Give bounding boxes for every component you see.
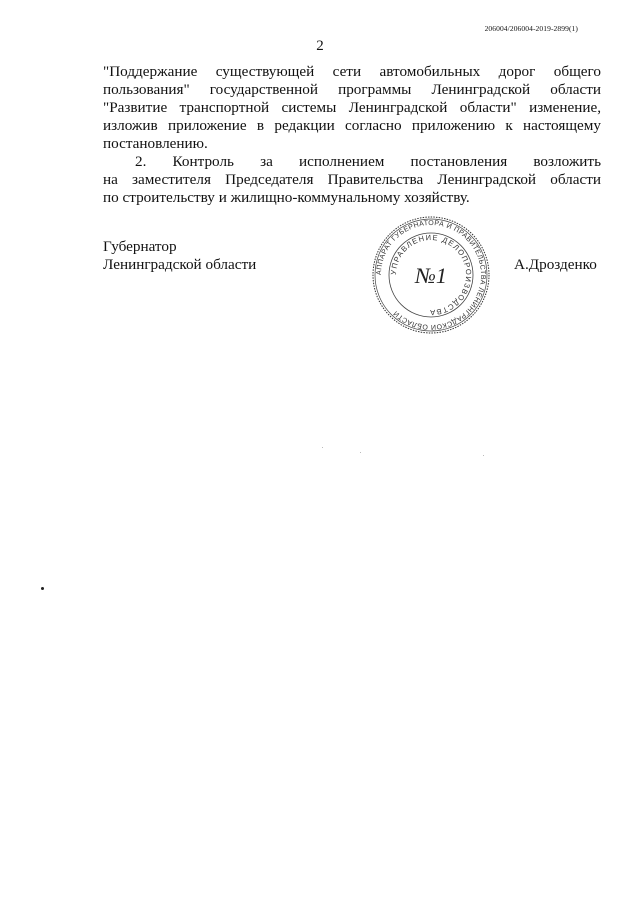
paragraph-2-line-3: по строительству и жилищно-коммунальному хозяйству. [103, 189, 470, 206]
signature-title-line-1: Губернатор [103, 238, 177, 255]
signature-title-line-2: Ленинградской области [103, 256, 257, 273]
svg-text:АППАРАТ ГУБЕРНАТОРА И ПРАВИТЕЛ: АППАРАТ ГУБЕРНАТОРА И ПРАВИТЕЛЬСТВА ЛЕНИНГРАДСКОЙ ОБЛАСТИ [375, 219, 487, 331]
paragraph-2-line-2: на заместителя Председателя Правительства Ленинградской области [103, 171, 601, 188]
scan-speck [322, 447, 323, 448]
scan-speck [360, 452, 361, 453]
document-id: 206004/206004-2019-2899(1) [484, 24, 578, 33]
paragraph-1-line-3: "Развитие транспортной системы Ленинградской области" изменение, [103, 99, 601, 116]
svg-text:УПРАВЛЕНИЕ ДЕЛОПРОИЗВОДСТВА: УПРАВЛЕНИЕ ДЕЛОПРОИЗВОДСТВА [388, 232, 474, 318]
paragraph-1-line-5: постановлению. [103, 135, 208, 152]
paragraph-2-line-1: 2. Контроль за исполнением постановления возложить [135, 153, 601, 170]
page-number: 2 [316, 38, 324, 54]
paragraph-1-line-1: "Поддержание существующей сети автомобильных дорог общего [103, 63, 601, 80]
svg-text:№1: №1 [415, 263, 447, 288]
paragraph-1-line-4: изложив приложение в редакции согласно приложению к настоящему [103, 117, 601, 134]
paragraph-1-line-2: пользования" государственной программы Ленинградской области [103, 81, 601, 98]
official-seal [371, 215, 491, 335]
seal-icon [371, 215, 491, 335]
scan-dot [41, 587, 44, 590]
scan-speck [483, 455, 484, 456]
signature-name: А.Дрозденко [514, 256, 597, 273]
